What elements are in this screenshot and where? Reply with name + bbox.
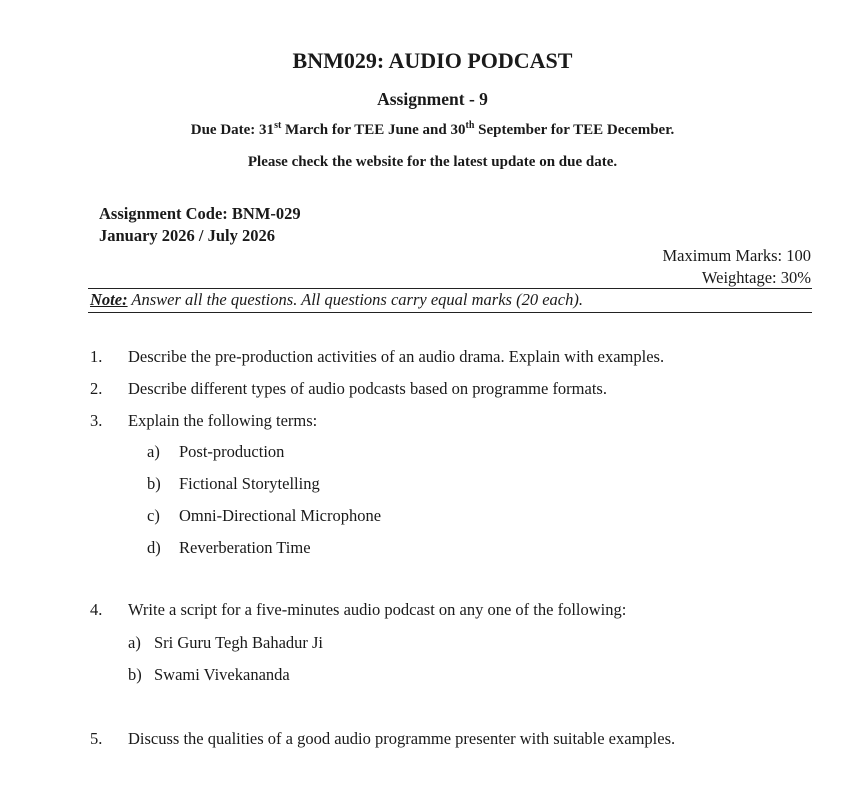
sub-label: a) [147, 442, 160, 461]
question-text: Describe different types of audio podcasts based on programme formats. [128, 379, 607, 398]
sub-text: Post-production [179, 442, 285, 461]
question-text: Write a script for a five-minutes audio podcast on any one of the following: [128, 600, 627, 619]
maximum-marks: Maximum Marks: 100 [662, 246, 811, 265]
sub-text: Fictional Storytelling [179, 474, 320, 493]
sub-text: Sri Guru Tegh Bahadur Ji [154, 633, 324, 652]
sub-text: Omni-Directional Microphone [179, 506, 382, 525]
question-number: 2. [90, 379, 103, 398]
sub-label: a) [128, 633, 141, 652]
due-date [0, 122, 865, 139]
note-label: Note: [90, 290, 128, 309]
question-number: 5. [90, 729, 103, 748]
question-text: Discuss the qualities of a good audio programme presenter with suitable examples. [128, 729, 676, 748]
note-bottom-rule [88, 312, 812, 313]
note-line [90, 290, 583, 310]
course-title: BNM029: AUDIO PODCAST [292, 48, 573, 73]
session: January 2026 / July 2026 [99, 226, 276, 245]
due-date-sup-th: th [465, 120, 475, 131]
sub-label: b) [128, 665, 142, 684]
assignment-number: Assignment - 9 [377, 89, 488, 109]
sub-label: d) [147, 538, 161, 557]
sub-label: c) [147, 506, 160, 525]
note-text: Answer all the questions. All questions carry equal marks (20 each). [127, 290, 583, 309]
due-date-sup-st: st [274, 120, 282, 131]
due-date-suffix: September for TEE December. [474, 122, 675, 138]
question-number: 3. [90, 411, 103, 430]
question-number: 4. [90, 600, 103, 619]
sub-label: b) [147, 474, 161, 493]
due-date-prefix: Due Date: 31 [190, 122, 275, 138]
sub-text: Swami Vivekananda [154, 665, 290, 684]
question-text: Explain the following terms: [128, 411, 318, 430]
website-note: Please check the website for the latest update on due date. [247, 154, 618, 170]
due-date-middle: March for TEE June and 30 [281, 122, 466, 138]
note-top-rule [88, 288, 812, 289]
assignment-code: Assignment Code: BNM-029 [99, 204, 301, 223]
sub-text: Reverberation Time [179, 538, 311, 557]
question-number: 1. [90, 347, 103, 366]
weightage: Weightage: 30% [701, 268, 811, 287]
question-text: Describe the pre-production activities of an audio drama. Explain with examples. [128, 347, 665, 366]
